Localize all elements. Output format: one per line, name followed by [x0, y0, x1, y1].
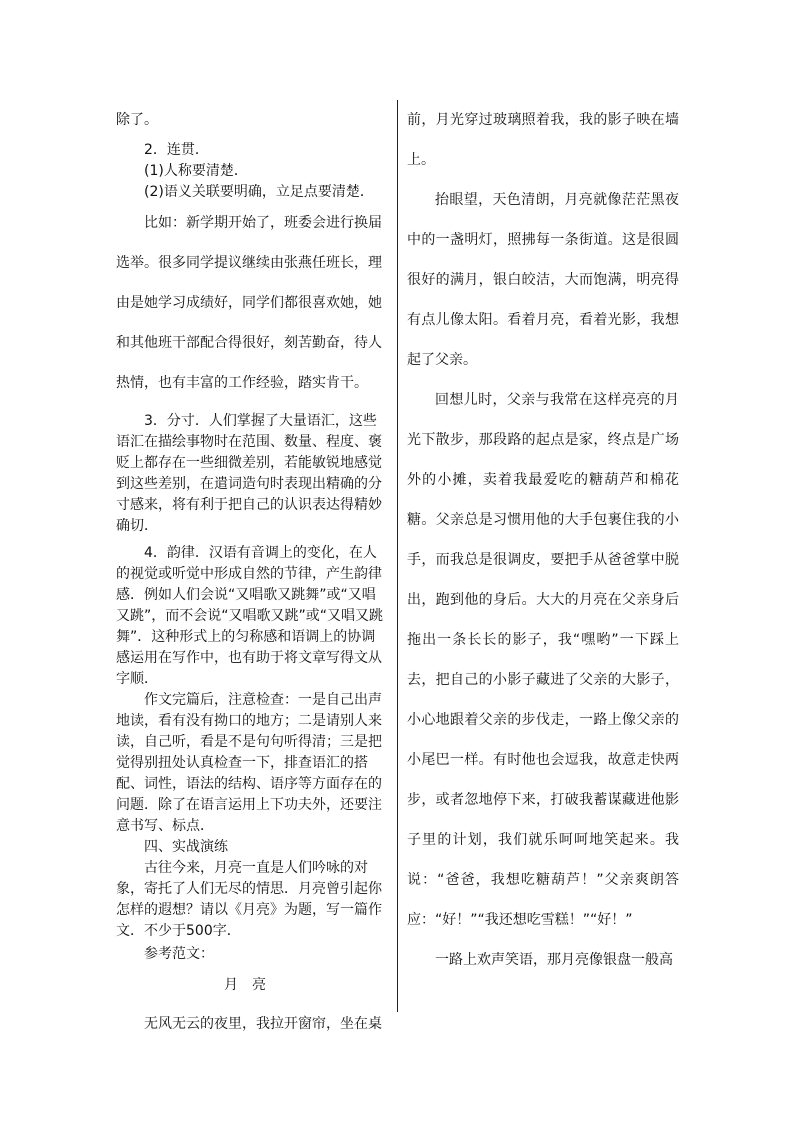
section-paragraph: 3．分寸．人们掌握了大量语汇，这些语汇在描绘事物时在范围、数量、程度、褒贬上都存在一些细微差别，若能敏锐地感觉到这些差别，在遣词造句时表现出精确的分寸感来，将有利于把自己的认识表达得精妙确切． [116, 413, 382, 534]
section-heading: 2．连贯． [144, 142, 209, 158]
essay-title: 月亮 [224, 977, 280, 993]
essay-paragraph: 一路上欢声笑语，那月亮像银盘一般高 [435, 952, 673, 968]
right-column [407, 100, 679, 980]
list-item: (2)语义关联要明确，立足点要清楚． [144, 184, 374, 200]
essay-paragraph: 回想儿时，父亲与我常在这样亮亮的月光下散步，那段路的起点是家，终点是广场外的小摊，卖着我最爱吃的糖葫芦和棉花糖。父亲总是习惯用他的大手包裹住我的小手，而我总是很调皮，要把手从爸爸掌中脱出，跑到他的身后。大大的月亮在父亲身后拖出一条长长的影子，我“嘿哟”一下踩上去，把自己的小影子藏进了父亲的大影子，小心地跟着父亲的步伐走，一路上像父亲的小尾巴一样。有时他也会逗我，故意走快两步，或者忽地停下来，打破我蓄谋藏进他影子里的计划，我们就乐呵呵地笑起来。我说：“爸爸，我想吃糖葫芦！”父亲爽朗答应：“好！”“我还想吃雪糕！”“好！” [407, 392, 679, 928]
left-column [116, 100, 388, 1044]
section-heading: 四、实战演练 [144, 839, 228, 855]
prompt-paragraph: 古往今来，月亮一直是人们吟咏的对象，寄托了人们无尽的情思．月亮曾引起你怎样的遐想？请以《月亮》为题，写一篇作文．不少于500字． [116, 860, 382, 939]
essay-paragraph: 前，月光穿过玻璃照着我，我的影子映在墙上。 [407, 112, 679, 168]
essay-paragraph: 抬眼望，天色清朗，月亮就像茫茫黑夜中的一盏明灯，照拂每一条街道。这是很圆很好的满月，银白皎洁，大而饱满，明亮得有点儿像太阳。看着月亮，看着光影，我想起了父亲。 [407, 192, 679, 368]
section-paragraph: 4．韵律．汉语有音调上的变化，在人的视觉或听觉中形成自然的节律，产生韵律感．例如人们会说“又唱歌又跳舞”或“又唱又跳”，而不会说“又唱歌又跳”或“又唱又跳舞”．这种形式上的匀称感和语调上的协调感运用在写作中，也有助于将文章写得文从字顺． [116, 545, 384, 687]
paragraph: 除了。 [116, 112, 158, 128]
essay-paragraph: 无风无云的夜里，我拉开窗帘，坐在桌 [144, 1016, 382, 1032]
paragraph: 作文完篇后，注意检查：一是自己出声地读，看有没有拗口的地方；二是请别人来读，自己听，看是不是句句听得清；三是把觉得别扭处认真检查一下，排查语汇的搭配、词性，语法的结构、语序等方面存在的问题．除了在语言运用上下功夫外，还要注意书写、标点． [116, 692, 382, 834]
column-divider [397, 100, 398, 1012]
example-paragraph: 比如：新学期开始了，班委会进行换届选举。很多同学提议继续由张燕任班长，理由是她学习成绩好，同学们都很喜欢她，她和其他班干部配合得很好，刻苦勤奋，待人热情，也有丰富的工作经验，踏实肯干。 [116, 215, 382, 391]
list-item: (1)人称要清楚． [144, 163, 248, 179]
reference-label: 参考范文： [144, 946, 214, 962]
